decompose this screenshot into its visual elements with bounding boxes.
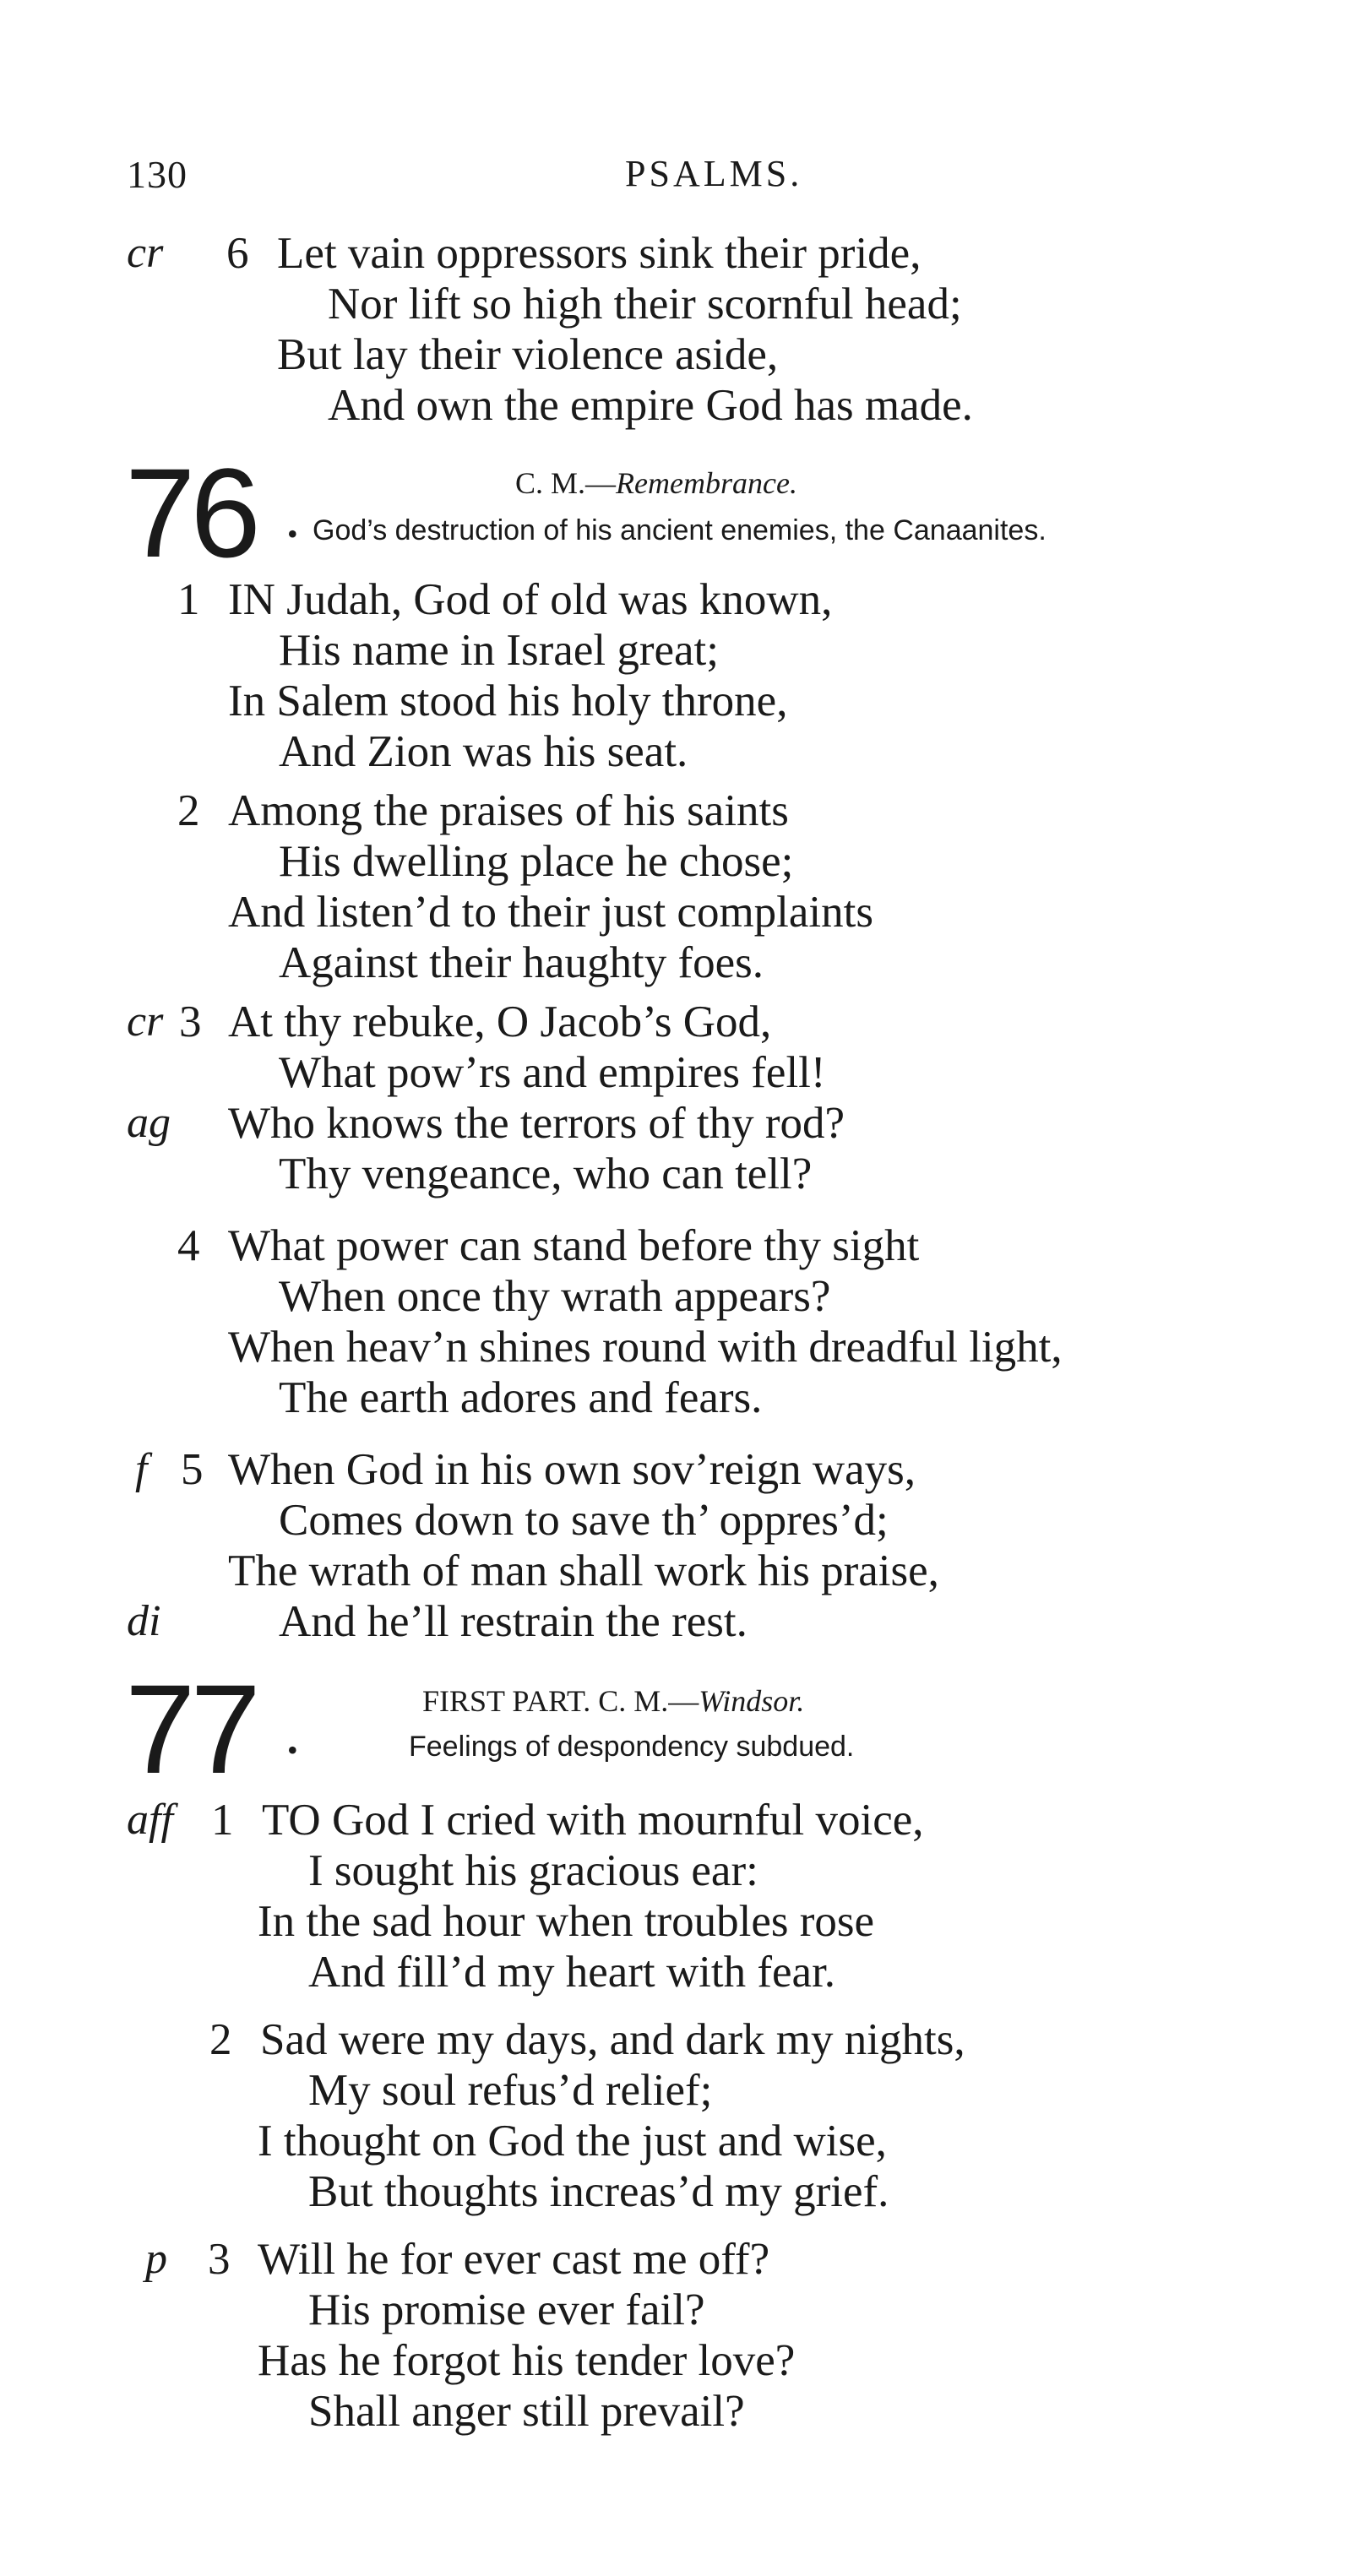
dynamic-mark: aff: [127, 1796, 173, 1844]
verse-line: Among the praises of his saints: [228, 786, 789, 835]
verse-line: But lay their violence aside,: [277, 330, 779, 379]
verse-line: When God in his own sov’reign ways,: [228, 1445, 916, 1494]
hymn-subject: God’s destruction of his ancient enemies, the Canaanites.: [313, 514, 1047, 546]
verse-line: My soul refus’d relief;: [308, 2066, 713, 2115]
verse-line: When heav’n shines round with dreadful light,: [228, 1323, 1063, 1372]
verse-line: And fill’d my heart with fear.: [308, 1948, 836, 1997]
running-title: PSALMS.: [625, 153, 803, 194]
verse-line: IN Judah, God of old was known,: [228, 575, 833, 624]
verse-line: And own the empire God has made.: [328, 381, 973, 430]
verse-line: Who knows the terrors of thy rod?: [228, 1099, 845, 1148]
verse-number: 2: [209, 2015, 232, 2064]
verse-line: TO God I cried with mournful voice,: [262, 1796, 924, 1845]
dynamic-mark: di: [127, 1597, 161, 1645]
verse-number: 4: [177, 1221, 200, 1270]
hymn-number-dot: •: [287, 1733, 298, 1767]
dynamic-mark: p: [145, 2235, 167, 2283]
verse-line: I sought his gracious ear:: [308, 1846, 758, 1895]
verse-number: 1: [211, 1796, 234, 1845]
dynamic-mark: ag: [127, 1099, 171, 1147]
verse-number: 6: [226, 229, 249, 278]
hymn-number-dot: •: [287, 517, 298, 551]
verse-line: At thy rebuke, O Jacob’s God,: [228, 997, 772, 1046]
verse-number: 2: [177, 786, 200, 835]
hymn-number: 76: [125, 442, 256, 584]
verse-line: What power can stand before thy sight: [228, 1221, 920, 1270]
dynamic-mark: f: [135, 1445, 148, 1493]
dynamic-mark: cr: [127, 229, 164, 277]
running-head: [0, 152, 1370, 203]
verse-line: And Zion was his seat.: [279, 727, 688, 776]
hymn-number: 77: [125, 1658, 256, 1800]
verse-line: When once thy wrath appears?: [279, 1272, 831, 1321]
hymn-subject: Feelings of despondency subdued.: [409, 1731, 855, 1763]
verse-line: And he’ll restrain the rest.: [279, 1597, 748, 1646]
verse-line: The earth adores and fears.: [279, 1373, 763, 1422]
tune-name: Remembrance.: [616, 466, 797, 500]
verse-line: But thoughts increas’d my grief.: [308, 2167, 889, 2216]
verse-line: His name in Israel great;: [279, 626, 719, 675]
verse-line: And listen’d to their just complaints: [228, 888, 873, 937]
verse-line: Sad were my days, and dark my nights,: [260, 2015, 965, 2064]
hymn-meter: FIRST PART. C. M.—Windsor.: [422, 1684, 805, 1718]
verse-line: Has he forgot his tender love?: [258, 2336, 796, 2385]
tune-name: Windsor.: [699, 1684, 805, 1718]
verse-number: 1: [177, 575, 200, 624]
verse-line: Against their haughty foes.: [279, 938, 764, 987]
verse-number: 5: [181, 1445, 204, 1494]
verse-line: His promise ever fail?: [308, 2285, 705, 2334]
verse-line: His dwelling place he chose;: [279, 837, 794, 886]
verse-line: The wrath of man shall work his praise,: [228, 1546, 939, 1595]
verse-line: Will he for ever cast me off?: [258, 2235, 770, 2284]
verse-line: Comes down to save th’ oppres’d;: [279, 1496, 889, 1545]
verse-line: In the sad hour when troubles rose: [258, 1897, 875, 1946]
verse-number: 3: [179, 997, 202, 1046]
hymn-meter: C. M.—Remembrance.: [515, 466, 797, 500]
verse-line: In Salem stood his holy throne,: [228, 677, 788, 726]
verse-line: What pow’rs and empires fell!: [279, 1048, 826, 1097]
verse-number: 3: [208, 2235, 231, 2284]
dynamic-mark: cr: [127, 997, 164, 1046]
verse-line: Let vain oppressors sink their pride,: [277, 229, 921, 278]
page-number: 130: [127, 153, 188, 196]
verse-line: Shall anger still prevail?: [308, 2387, 745, 2436]
verse-line: Thy vengeance, who can tell?: [279, 1149, 813, 1198]
verse-line: Nor lift so high their scornful head;: [328, 280, 962, 329]
verse-line: I thought on God the just and wise,: [258, 2117, 887, 2166]
